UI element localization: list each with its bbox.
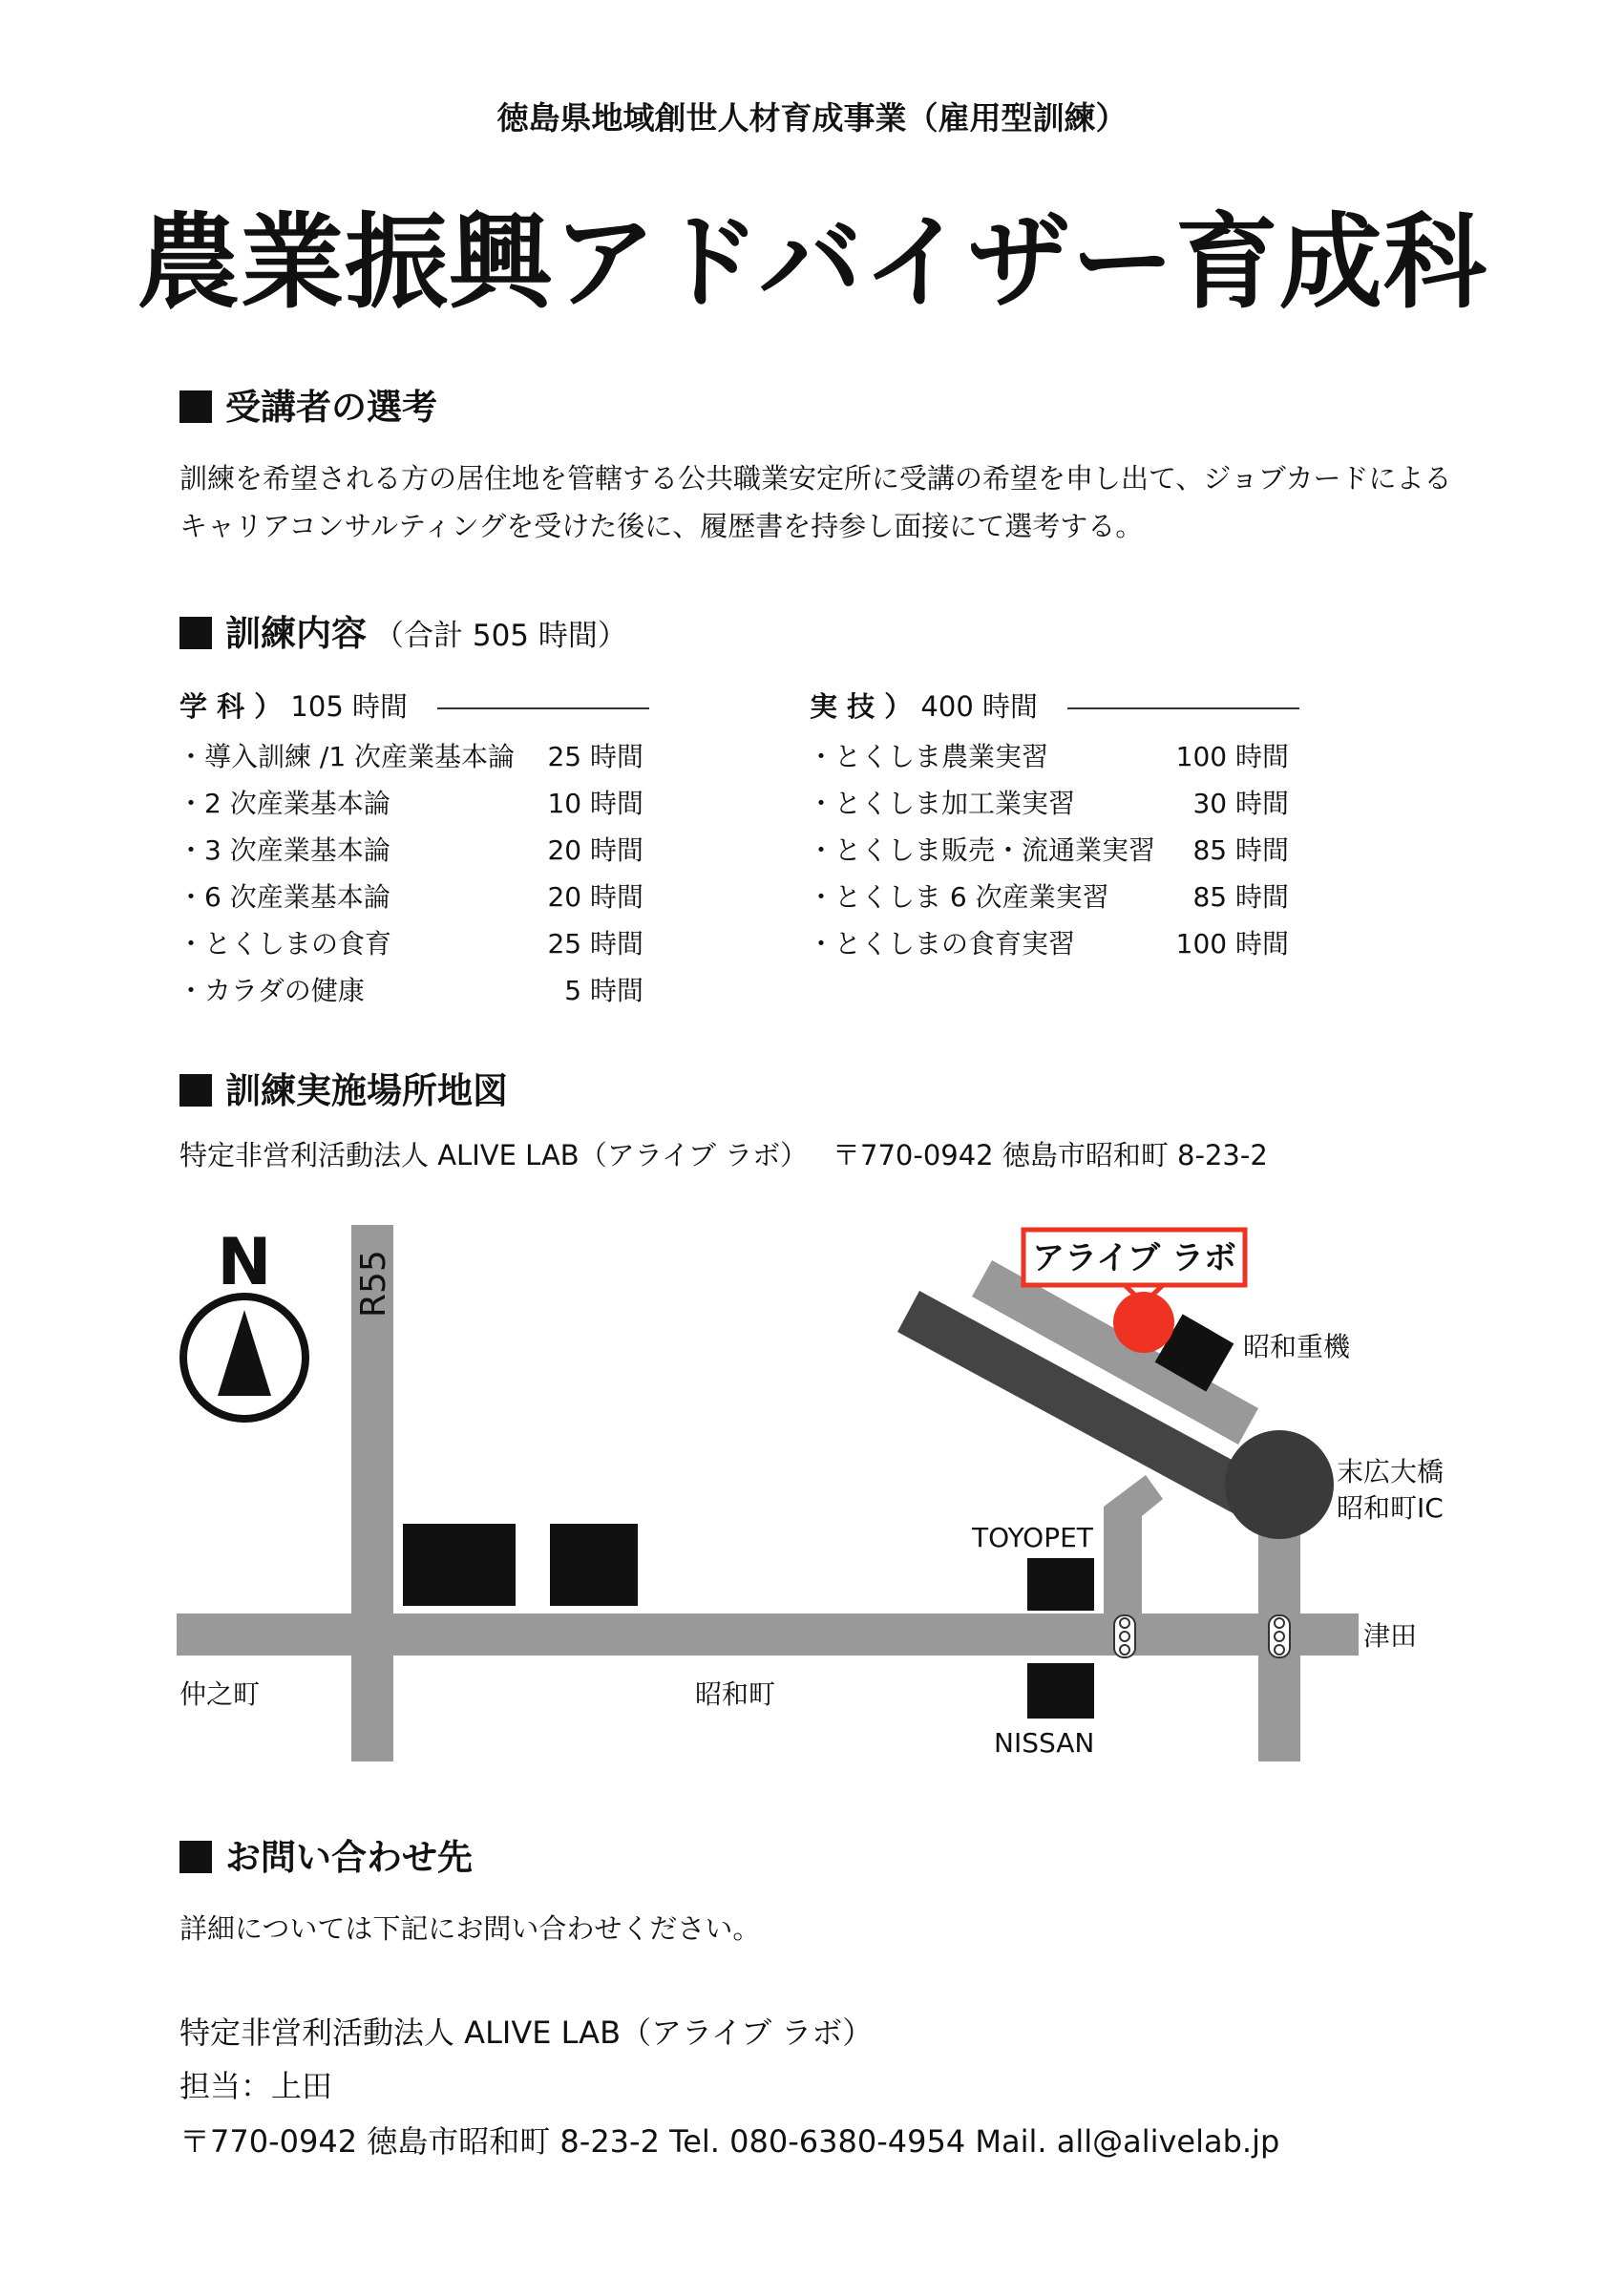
course-hours: 10 時間 xyxy=(547,788,643,819)
course-hours: 25 時間 xyxy=(547,741,643,772)
location-org: 特定非営利活動法人 ALIVE LAB（アライブ ラボ） xyxy=(179,1139,809,1171)
section-heading-text: 訓練内容 xyxy=(225,613,367,654)
police-hq-label-2: 本部 xyxy=(566,1570,622,1601)
traffic-light-icon xyxy=(1269,1615,1290,1657)
location-address: 〒770-0942 徳島市昭和町 8-23-2 xyxy=(833,1139,1268,1171)
police-hq-label-1: 県警 xyxy=(566,1533,622,1565)
training-total-hours: （合計 505 時間） xyxy=(374,619,627,653)
contact-person: 担当：上田 xyxy=(179,2068,333,2104)
traffic-light-icon xyxy=(1114,1615,1135,1657)
tsuda-label: 津田 xyxy=(1363,1620,1418,1652)
road-showacho xyxy=(177,1614,1359,1656)
course-hours: 85 時間 xyxy=(1192,881,1289,913)
course-name: ・6 次産業基本論 xyxy=(178,881,390,913)
course-name: ・とくしま 6 次産業実習 xyxy=(808,881,1109,913)
alive-lab-label: アライブ ラボ xyxy=(1032,1239,1236,1277)
section-heading-contact xyxy=(179,1828,473,1880)
selection-line-2: キャリアコンサルティングを受けた後に、履歴書を持参し面接にて選考する。 xyxy=(179,510,1144,542)
showacho-ic-label: 昭和町IC xyxy=(1337,1492,1444,1524)
academic-label: 学 科 ） xyxy=(179,690,283,723)
contact-org: 特定非営利活動法人 ALIVE LAB（アライブ ラボ） xyxy=(179,2014,874,2051)
course-name: ・導入訓練 /1 次産業基本論 xyxy=(178,741,516,772)
showacho-label: 昭和町 xyxy=(695,1678,776,1710)
contact-details: 〒770-0942 徳島市昭和町 8-23-2 Tel. 080-6380-4954 Mail. all@alivelab.jp xyxy=(179,2123,1280,2160)
course-name: ・とくしま加工業実習 xyxy=(808,788,1076,819)
nakanocho-label: 仲之町 xyxy=(179,1678,261,1710)
route-label: R55 xyxy=(354,1250,393,1318)
course-hours: 30 時間 xyxy=(1192,788,1289,819)
course-name: ・とくしま農業実習 xyxy=(808,741,1049,772)
location-pin-icon xyxy=(1113,1285,1174,1353)
course-name: ・とくしまの食育 xyxy=(178,928,392,960)
course-name: ・カラダの健康 xyxy=(178,975,365,1006)
section-heading-text: お問い合わせ先 xyxy=(225,1837,473,1878)
toyopet-building xyxy=(1027,1558,1094,1611)
course-hours: 100 時間 xyxy=(1175,928,1289,960)
section-heading-text: 受講者の選考 xyxy=(225,387,437,428)
document-subtitle: 徳島県地域創世人材育成事業（雇用型訓練） xyxy=(496,99,1128,137)
course-hours: 5 時間 xyxy=(564,975,643,1006)
course-hours: 25 時間 xyxy=(547,928,643,960)
practical-hours: 400 時間 xyxy=(920,690,1038,723)
suehiro-interchange-marker xyxy=(1225,1430,1334,1539)
course-hours: 20 時間 xyxy=(547,834,643,866)
academic-hours: 105 時間 xyxy=(290,690,408,723)
square-bullet-icon xyxy=(179,1841,212,1873)
showa-juki-label: 昭和重機 xyxy=(1243,1331,1351,1362)
selection-line-1: 訓練を希望される方の居住地を管轄する公共職業安定所に受講の希望を申し出て、ジョブカードによる xyxy=(179,462,1452,495)
course-hours: 100 時間 xyxy=(1175,741,1289,772)
course-hours: 85 時間 xyxy=(1192,834,1289,866)
toyopet-label: TOYOPET xyxy=(972,1522,1093,1553)
north-compass-icon xyxy=(183,1297,306,1419)
course-hours: 20 時間 xyxy=(547,881,643,913)
course-name: ・3 次産業基本論 xyxy=(178,834,390,866)
pref-office-label-1: 徳島 xyxy=(432,1533,487,1565)
course-name: ・とくしま販売・流通業実習 xyxy=(808,834,1156,866)
practical-label: 実 技 ） xyxy=(810,690,913,723)
nissan-label: NISSAN xyxy=(994,1727,1095,1759)
course-name: ・2 次産業基本論 xyxy=(178,788,390,819)
north-label: N xyxy=(217,1225,272,1300)
pref-office-label-2: 県庁 xyxy=(432,1570,487,1601)
nissan-building xyxy=(1027,1663,1094,1719)
course-name: ・とくしまの食育実習 xyxy=(808,928,1076,960)
contact-intro: 詳細については下記にお問い合わせください。 xyxy=(179,1912,761,1945)
section-heading-text: 訓練実施場所地図 xyxy=(225,1070,508,1111)
document-title: 農業振興アドバイザー育成科 xyxy=(137,203,1487,323)
suehiro-bridge-label: 末広大橋 xyxy=(1337,1456,1445,1487)
